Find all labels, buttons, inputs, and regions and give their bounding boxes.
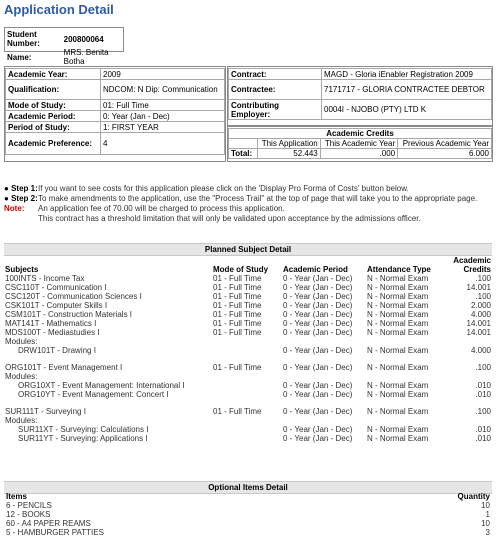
- instructions-block: [4, 184, 494, 224]
- subject-credits: .100: [475, 292, 491, 301]
- subject-mode: 01 - Full Time: [213, 283, 262, 292]
- planned-subjects-table: [4, 256, 492, 443]
- subject-attendance: N - Normal Exam: [367, 283, 429, 292]
- subject-mode: 01 - Full Time: [213, 274, 262, 283]
- subject-period: 0 - Year (Jan - Dec): [283, 346, 353, 355]
- qualification-value: NDCOM: N Dip: Communication: [101, 80, 225, 100]
- subject-row: [4, 363, 492, 372]
- subject-attendance: N - Normal Exam: [367, 381, 429, 390]
- col-subjects: Subjects: [5, 265, 39, 274]
- contributing-employer-value: 0004I - NJOBO (PTY) LTD K: [322, 100, 492, 120]
- student-name-label: Name:: [7, 52, 32, 62]
- academic-period-label: Academic Period:: [6, 111, 101, 122]
- module-row: [4, 346, 492, 355]
- period-of-study-value: 1: FIRST YEAR: [101, 122, 225, 133]
- subject-attendance: N - Normal Exam: [367, 346, 429, 355]
- org-modules-label-row: Modules:: [5, 372, 38, 381]
- academic-info-box: [4, 66, 226, 162]
- col-academic-period: Academic Period: [283, 265, 348, 274]
- subject-name: CSM101T - Construction Materials I: [5, 310, 133, 319]
- col-mode-of-study: Mode of Study: [213, 265, 269, 274]
- subject-credits: .010: [475, 425, 491, 434]
- subject-credits: .010: [475, 390, 491, 399]
- optional-item-name: 60 - A4 PAPER REAMS: [6, 519, 91, 528]
- subject-credits: .100: [475, 407, 491, 416]
- subject-mode: 01 - Full Time: [213, 310, 262, 319]
- subject-attendance: N - Normal Exam: [367, 310, 429, 319]
- subject-mode: 01 - Full Time: [213, 363, 262, 372]
- planned-subject-detail-header: Planned Subject Detail: [4, 243, 492, 256]
- subject-period: 0 - Year (Jan - Dec): [283, 425, 353, 434]
- step1-label: ● Step 1:: [4, 184, 38, 193]
- student-info-box: [4, 27, 124, 66]
- student-name-value: MRS. Benita Botha: [63, 48, 109, 66]
- col-quantity: Quantity: [457, 492, 490, 501]
- optional-item-name: 6 - PENCILS: [6, 501, 52, 510]
- step2-text: To make amendments to the application, use the "Process Trail" at the top of page that will take you to the appropriate page.: [38, 194, 478, 203]
- subject-row: [4, 283, 492, 292]
- academic-period-value: 0: Year (Jan - Dec): [101, 111, 225, 122]
- subject-credits: 14.001: [466, 319, 491, 328]
- subject-period: 0 - Year (Jan - Dec): [283, 390, 353, 399]
- optional-items-table: [4, 492, 492, 537]
- qualification-label: Qualification:: [6, 80, 101, 100]
- subject-credits: .100: [475, 363, 491, 372]
- module-name: SUR11YT - Surveying: Applications I: [18, 434, 148, 443]
- contract-label: Contract:: [229, 69, 322, 80]
- academic-year-label: Academic Year:: [6, 69, 101, 80]
- academic-preference-value: 4: [101, 133, 225, 155]
- contractee-label: Contractee:: [229, 80, 322, 100]
- subject-period: 0 - Year (Jan - Dec): [283, 328, 353, 337]
- optional-item-name: 5 - HAMBURGER PATTIES: [6, 528, 104, 537]
- subject-mode: [212, 434, 282, 443]
- academic-preference-label: Academic Preference:: [6, 133, 101, 155]
- subject-attendance: N - Normal Exam: [367, 319, 429, 328]
- subject-mode: [212, 381, 282, 390]
- subject-attendance: N - Normal Exam: [367, 434, 429, 443]
- subject-mode: [212, 425, 282, 434]
- subject-attendance: N - Normal Exam: [367, 363, 429, 372]
- subject-credits: .100: [475, 274, 491, 283]
- optional-item-row: [4, 528, 492, 537]
- subject-row: [4, 407, 492, 416]
- subject-mode: [212, 346, 282, 355]
- subject-credits: .010: [475, 434, 491, 443]
- subject-attendance: N - Normal Exam: [367, 328, 429, 337]
- module-name: ORG10YT - Event Management: Concert I: [18, 390, 169, 399]
- optional-item-quantity: 10: [481, 519, 490, 528]
- subject-attendance: N - Normal Exam: [367, 425, 429, 434]
- contractee-value: 7171717 - GLORIA CONTRACTEE DEBTOR: [322, 80, 492, 100]
- credits-col-this-application: This Application: [258, 139, 321, 149]
- credits-total-year: .000: [320, 149, 397, 159]
- subject-period: 0 - Year (Jan - Dec): [283, 301, 353, 310]
- optional-item-row: [4, 510, 492, 519]
- module-name: SUR11XT - Surveying: Calculations I: [18, 425, 149, 434]
- module-row: [4, 381, 492, 390]
- subject-credits: 14.001: [466, 283, 491, 292]
- credits-col-this-year: This Academic Year: [320, 139, 397, 149]
- credits-total-application: 52.443: [258, 149, 321, 159]
- subject-name: 100INTS - Income Tax: [5, 274, 85, 283]
- mode-of-study-label: Mode of Study:: [6, 100, 101, 111]
- subject-period: 0 - Year (Jan - Dec): [283, 274, 353, 283]
- academic-credits-header: Academic Credits: [229, 129, 492, 139]
- subject-attendance: N - Normal Exam: [367, 390, 429, 399]
- mode-of-study-value: 01: Full Time: [101, 100, 225, 111]
- subject-name: ORG101T - Event Management I: [5, 363, 123, 372]
- subject-period: 0 - Year (Jan - Dec): [283, 283, 353, 292]
- subject-mode: 01 - Full Time: [213, 292, 262, 301]
- subject-mode: 01 - Full Time: [213, 301, 262, 310]
- subject-mode: [212, 390, 282, 399]
- academic-credits-box: [227, 126, 493, 162]
- optional-item-quantity: 10: [481, 501, 490, 510]
- subject-name: SUR111T - Surveying I: [5, 407, 86, 416]
- page-title: Application Detail: [4, 2, 114, 17]
- note-text-1: An application fee of 70.00 will be charged to process this application.: [38, 204, 285, 213]
- subject-name: CSC120T - Communication Sciences I: [5, 292, 142, 301]
- subject-name: CSK101T - Computer Skills I: [5, 301, 108, 310]
- step1-text: If you want to see costs for this application please click on the 'Display Pro Forma of Costs' button below.: [38, 184, 409, 193]
- subject-period: 0 - Year (Jan - Dec): [283, 434, 353, 443]
- contract-info-box: [227, 66, 493, 126]
- optional-item-quantity: 1: [485, 510, 490, 519]
- subject-period: 0 - Year (Jan - Dec): [283, 292, 353, 301]
- subject-name: CSC110T - Communication I: [5, 283, 107, 292]
- mds-modules-label-row: Modules:: [5, 337, 38, 346]
- col-items: Items: [6, 492, 27, 501]
- optional-item-row: [4, 501, 492, 510]
- module-name: ORG10XT - Event Management: International I: [18, 381, 185, 390]
- col-attendance-type: Attendance Type: [367, 265, 431, 274]
- optional-items-header: Optional Items Detail: [4, 481, 492, 494]
- note-text-2: This contract has a threshold limitation that will only be validated upon acceptance by the admissions officer.: [38, 214, 421, 223]
- subject-period: 0 - Year (Jan - Dec): [283, 310, 353, 319]
- subject-attendance: N - Normal Exam: [367, 274, 429, 283]
- student-number-value: 200800064: [63, 34, 104, 44]
- subject-period: 0 - Year (Jan - Dec): [283, 381, 353, 390]
- subject-row: [4, 274, 492, 283]
- module-name: DRW101T - Drawing I: [18, 346, 96, 355]
- subject-attendance: N - Normal Exam: [367, 407, 429, 416]
- academic-year-value: 2009: [101, 69, 225, 80]
- subject-attendance: N - Normal Exam: [367, 292, 429, 301]
- col-academic-credits: Academic Credits: [453, 256, 491, 274]
- subject-credits: 2.000: [470, 301, 491, 310]
- subject-period: 0 - Year (Jan - Dec): [283, 319, 353, 328]
- credits-col-previous-year: Previous Academic Year: [398, 139, 492, 149]
- subject-name: MDS100T - Mediastudies I: [5, 328, 100, 337]
- subject-period: 0 - Year (Jan - Dec): [283, 407, 353, 416]
- subject-row: [4, 301, 492, 310]
- subject-credits: 4.000: [470, 310, 491, 319]
- sur-modules-label-row: Modules:: [5, 416, 38, 425]
- subject-mode: 01 - Full Time: [213, 319, 262, 328]
- optional-item-name: 12 - BOOKS: [6, 510, 51, 519]
- step2-label: ● Step 2:: [4, 194, 38, 203]
- module-row: [4, 425, 492, 434]
- note-label: Note:: [4, 204, 25, 213]
- subject-row: [4, 310, 492, 319]
- subject-credits: 4.000: [470, 346, 491, 355]
- subject-credits: 14.001: [466, 328, 491, 337]
- module-row: [4, 434, 492, 443]
- subject-row: [4, 328, 492, 337]
- subject-name: MAT141T - Mathematics I: [5, 319, 97, 328]
- subject-row: [4, 319, 492, 328]
- subject-mode: 01 - Full Time: [213, 328, 262, 337]
- optional-item-row: [4, 519, 492, 528]
- credits-total-label: Total:: [229, 149, 258, 159]
- subject-row: [4, 292, 492, 301]
- module-row: [4, 390, 492, 399]
- student-number-label: Student Number:: [7, 30, 40, 48]
- period-of-study-label: Period of Study:: [6, 122, 101, 133]
- optional-item-quantity: 3: [485, 528, 490, 537]
- subject-mode: 01 - Full Time: [213, 407, 262, 416]
- contract-value: MAGD - Gloria iEnabler Registration 2009: [322, 69, 492, 80]
- subject-credits: .010: [475, 381, 491, 390]
- contributing-employer-label: Contributing Employer:: [229, 100, 322, 120]
- credits-total-previous: 6.000: [398, 149, 492, 159]
- subject-attendance: N - Normal Exam: [367, 301, 429, 310]
- subject-period: 0 - Year (Jan - Dec): [283, 363, 353, 372]
